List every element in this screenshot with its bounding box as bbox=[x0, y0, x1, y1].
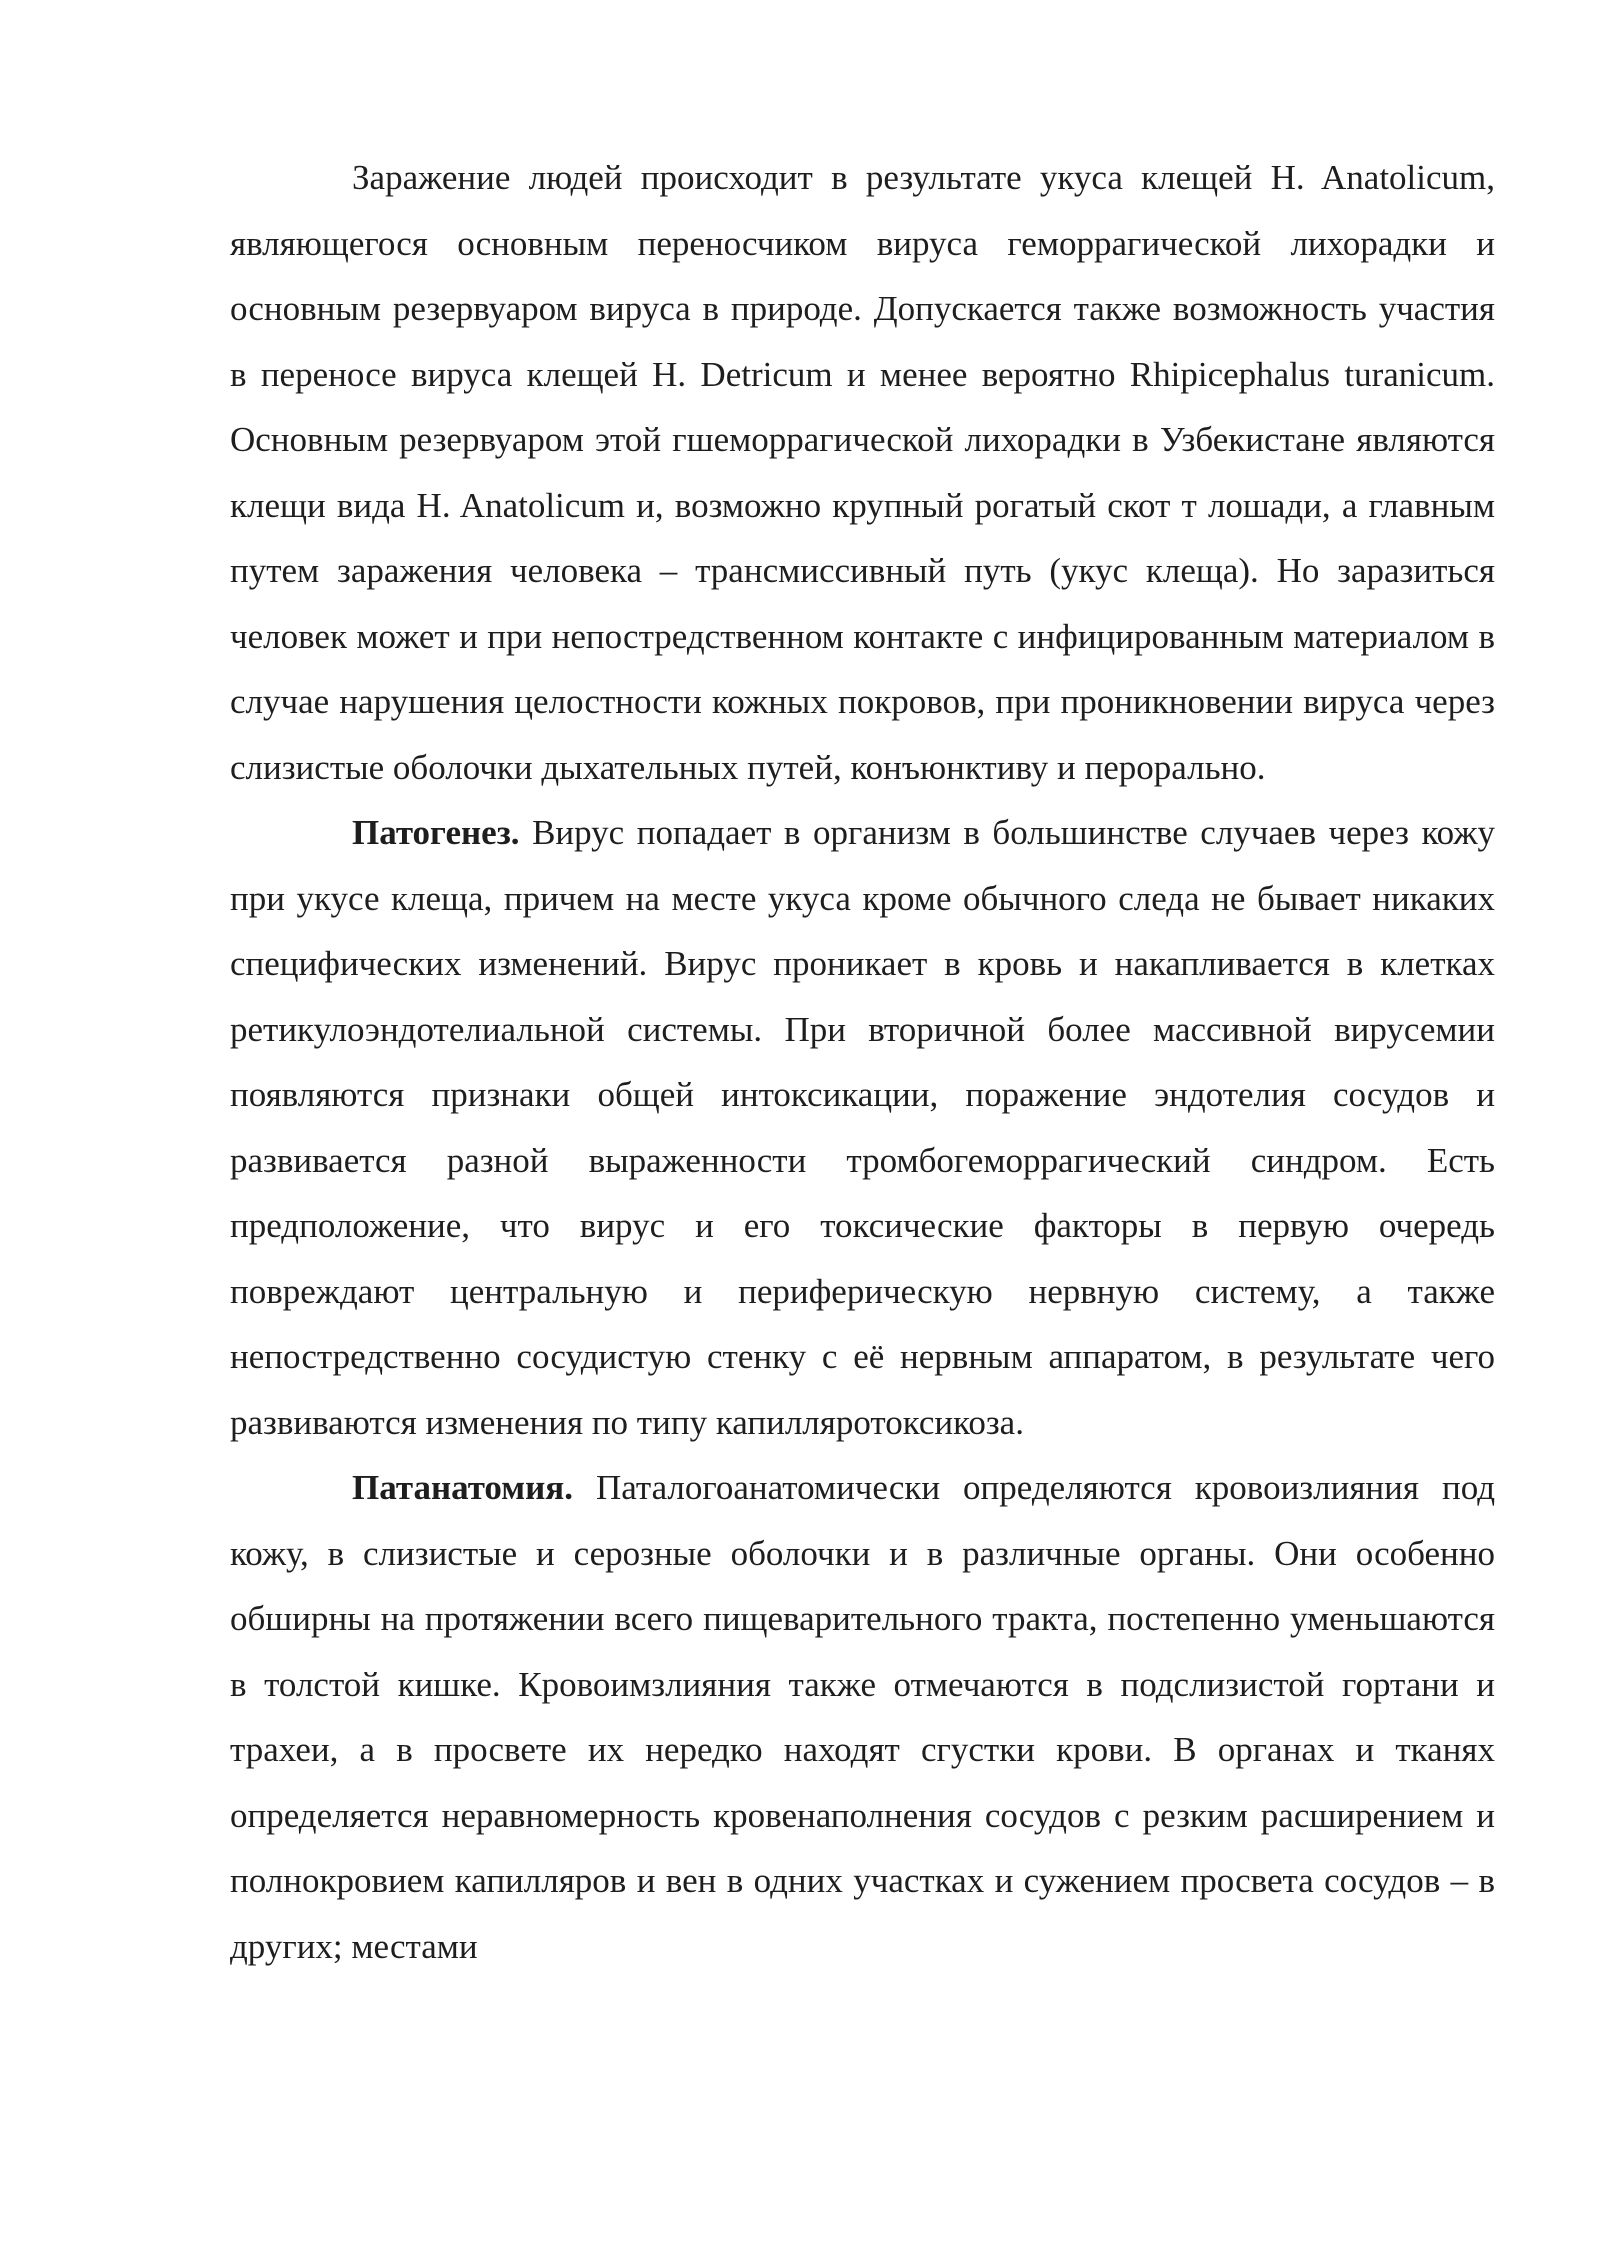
paragraph-pathogenesis bbox=[230, 800, 1495, 1455]
paragraph-heading-pathogenesis: Патогенез. bbox=[352, 813, 520, 852]
document-page bbox=[230, 145, 1495, 1979]
paragraph-pathanatomy bbox=[230, 1455, 1495, 1979]
paragraph-transmission bbox=[230, 145, 1495, 800]
paragraph-text: Вирус попадает в организм в большинстве случаев через кожу при укусе клеща, причем на месте укуса кроме обычного следа не бывает никаких специфических изменений. Вирус проникает в кровь и накапливается в клетках ретикулоэндотелиальной системы. При вторичной более массивной вирусемии появляются признаки общей интоксикации, поражение эндотелия сосудов и развивается разной выраженности тромбогеморрагический синдром. Есть предположение, что вирус и его токсические факторы в первую очередь повреждают центральную и периферическую нервную систему, а также непостредственно сосудистую стенку с её нервным аппаратом, в результате чего развиваются изменения по типу капилляротоксикоза. bbox=[230, 813, 1495, 1442]
paragraph-text: Заражение людей происходит в результате укуса клещей H. Anatolicum, являющегося основным переносчиком вируса геморрагической лихорадки и основным резервуаром вируса в природе. Допускается также возможность участия в переносе вируса клещей H. Detricum и менее вероятно Rhipicephalus turanicum. Основным резервуаром этой гшеморрагической лихорадки в Узбекистане являются клещи вида H. Anatolicum и, возможно крупный рогатый скот т лошади, а главным путем заражения человека – трансмиссивный путь (укус клеща). Но заразиться человек может и при непостредственном контакте с инфицированным материалом в случае нарушения целостности кожных покровов, при проникновении вируса через слизистые оболочки дыхательных путей, конъюнктиву и перорально. bbox=[230, 158, 1495, 787]
paragraph-text: Паталогоанатомически определяются кровоизлияния под кожу, в слизистые и серозные оболочки и в различные органы. Они особенно обширны на протяжении всего пищеварительного тракта, постепенно уменьшаются в толстой кишке. Кровоимзлияния также отмечаются в подслизистой гортани и трахеи, а в просвете их нередко находят сгустки крови. В органах и тканях определяется неравномерность кровенаполнения сосудов с резким расширением и полнокровием капилляров и вен в одних участках и сужением просвета сосудов – в других; местами bbox=[230, 1468, 1495, 1966]
paragraph-heading-pathanatomy: Патанатомия. bbox=[352, 1468, 573, 1507]
